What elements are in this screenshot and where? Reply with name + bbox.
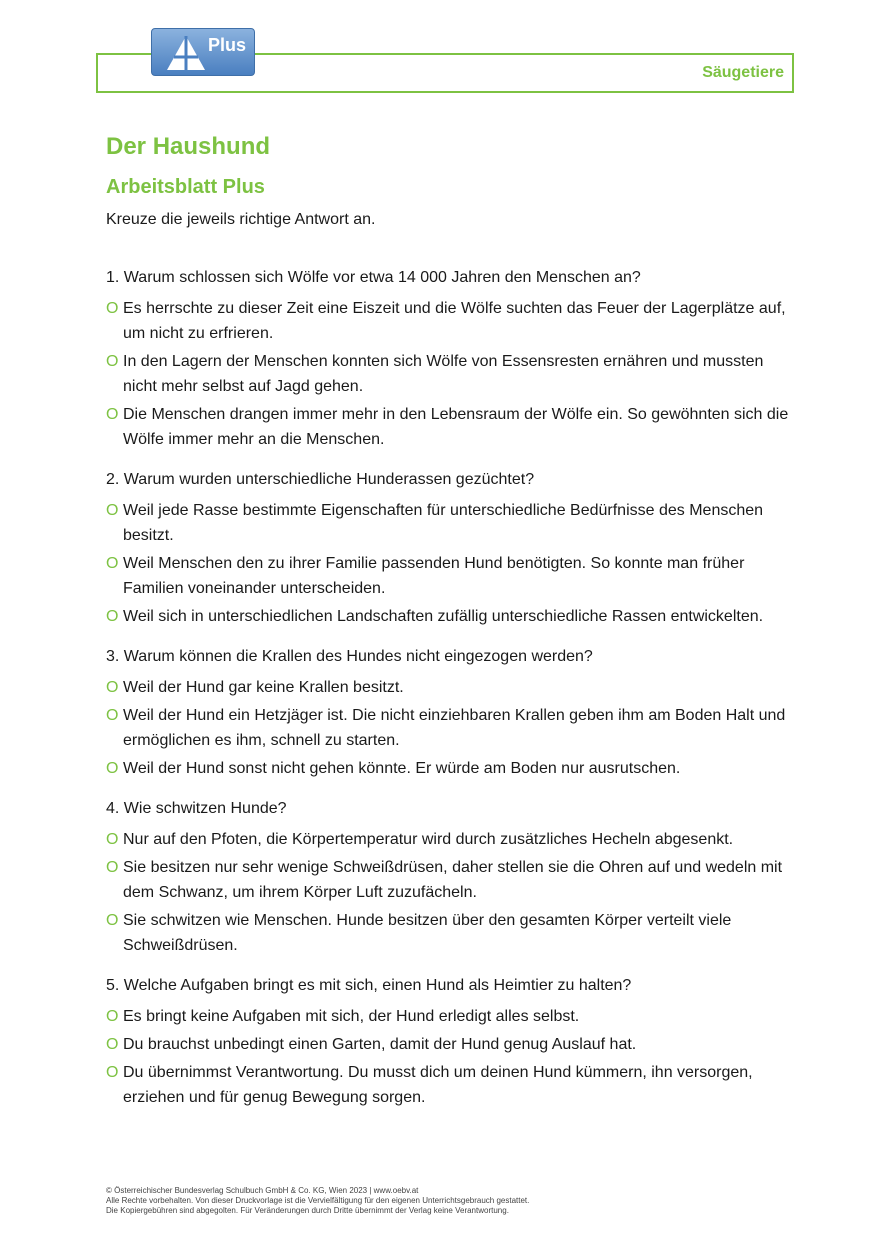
circle-o-icon[interactable]: O: [106, 859, 119, 876]
circle-o-icon[interactable]: O: [106, 1064, 119, 1081]
question-1: [106, 266, 796, 452]
circle-o-icon[interactable]: O: [106, 1036, 119, 1053]
answer-text: Weil der Hund gar keine Krallen besitzt.: [123, 679, 404, 696]
answer-text: Weil Menschen den zu ihrer Familie passenden Hund benötigten. So konnte man früher Familien voneinander unterscheiden.: [123, 555, 745, 597]
circle-o-icon[interactable]: O: [106, 300, 119, 317]
question-2: [106, 468, 796, 629]
answer-text: Du brauchst unbedingt einen Garten, damit der Hund genug Auslauf hat.: [123, 1036, 637, 1053]
page-subtitle: Arbeitsblatt Plus: [106, 176, 265, 198]
logo-text: Plus: [208, 35, 247, 55]
circle-o-icon[interactable]: O: [106, 760, 119, 777]
answer-option[interactable]: [106, 1004, 796, 1029]
answer-option[interactable]: [106, 296, 796, 346]
footer-line: © Österreichischer Bundesverlag Schulbuch GmbH & Co. KG, Wien 2023 | www.oebv.at: [106, 1186, 419, 1195]
answer-option[interactable]: [106, 498, 796, 548]
section-label: Säugetiere: [702, 64, 784, 81]
answer-option[interactable]: [106, 402, 796, 452]
answer-option[interactable]: [106, 551, 796, 601]
question-text: 4. Wie schwitzen Hunde?: [106, 800, 287, 817]
answer-option[interactable]: [106, 675, 796, 700]
triangle-logo-icon: [166, 35, 206, 71]
circle-o-icon[interactable]: O: [106, 502, 119, 519]
question-text: 3. Warum können die Krallen des Hundes nicht eingezogen werden?: [106, 648, 593, 665]
answer-text: Sie schwitzen wie Menschen. Hunde besitzen über den gesamten Körper verteilt viele Schweißdrüsen.: [123, 912, 732, 954]
instruction-text: Kreuze die jeweils richtige Antwort an.: [106, 211, 376, 228]
circle-o-icon[interactable]: O: [106, 831, 119, 848]
answer-option[interactable]: [106, 908, 796, 958]
answer-text: Nur auf den Pfoten, die Körpertemperatur wird durch zusätzliches Hecheln abgesenkt.: [123, 831, 734, 848]
answer-text: In den Lagern der Menschen konnten sich Wölfe von Essensresten ernähren und mussten nicht mehr selbst auf Jagd gehen.: [123, 353, 764, 395]
answer-option[interactable]: [106, 703, 796, 753]
question-3: [106, 645, 796, 781]
answer-option[interactable]: [106, 827, 796, 852]
circle-o-icon[interactable]: O: [106, 406, 119, 423]
question-text: 1. Warum schlossen sich Wölfe vor etwa 14 000 Jahren den Menschen an?: [106, 269, 641, 286]
plus-logo: [151, 28, 255, 76]
question-text: 2. Warum wurden unterschiedliche Hunderassen gezüchtet?: [106, 471, 535, 488]
question-list: [106, 266, 796, 1126]
answer-text: Weil jede Rasse bestimmte Eigenschaften für unterschiedliche Bedürfnisse des Menschen besitzt.: [123, 502, 764, 544]
circle-o-icon[interactable]: O: [106, 707, 119, 724]
answer-text: Weil der Hund ein Hetzjäger ist. Die nicht einziehbaren Krallen geben ihm am Boden Halt und ermöglichen es ihm, schnell zu starten.: [123, 707, 786, 749]
circle-o-icon[interactable]: O: [106, 679, 119, 696]
answer-option[interactable]: [106, 604, 796, 629]
question-text: 5. Welche Aufgaben bringt es mit sich, einen Hund als Heimtier zu halten?: [106, 977, 632, 994]
answer-option[interactable]: [106, 756, 796, 781]
footer-line: Die Kopiergebühren sind abgegolten. Für Veränderungen durch Dritte übernimmt der Verlag keine Verantwortung.: [106, 1206, 509, 1215]
answer-text: Sie besitzen nur sehr wenige Schweißdrüsen, daher stellen sie die Ohren auf und wedeln mit dem Schwanz, um ihrem Körper Luft zuzufächeln.: [123, 859, 783, 901]
answer-option[interactable]: [106, 1060, 796, 1110]
answer-option[interactable]: [106, 349, 796, 399]
answer-text: Es herrschte zu dieser Zeit eine Eiszeit und die Wölfe suchten das Feuer der Lagerplätze auf, um nicht zu erfrieren.: [123, 300, 786, 342]
answer-text: Die Menschen drangen immer mehr in den Lebensraum der Wölfe ein. So gewöhnten sich die Wölfe immer mehr an die Menschen.: [123, 406, 789, 448]
answer-text: Weil der Hund sonst nicht gehen könnte. Er würde am Boden nur ausrutschen.: [123, 760, 681, 777]
circle-o-icon[interactable]: O: [106, 912, 119, 929]
answer-option[interactable]: [106, 1032, 796, 1057]
answer-option[interactable]: [106, 855, 796, 905]
circle-o-icon[interactable]: O: [106, 1008, 119, 1025]
circle-o-icon[interactable]: O: [106, 555, 119, 572]
question-5: [106, 974, 796, 1110]
answer-text: Weil sich in unterschiedlichen Landschaften zufällig unterschiedliche Rassen entwickelten.: [123, 608, 764, 625]
question-4: [106, 797, 796, 958]
answer-text: Du übernimmst Verantwortung. Du musst dich um deinen Hund kümmern, ihn versorgen, erziehen und für genug Bewegung sorgen.: [123, 1064, 753, 1106]
circle-o-icon[interactable]: O: [106, 608, 119, 625]
page-title: Der Haushund: [106, 133, 271, 160]
answer-text: Es bringt keine Aufgaben mit sich, der Hund erledigt alles selbst.: [123, 1008, 580, 1025]
footer-line: Alle Rechte vorbehalten. Von dieser Druckvorlage ist die Vervielfältigung für den eigenen Unterrichtsgebrauch gestattet.: [106, 1196, 530, 1205]
footer-copyright: [106, 1186, 529, 1216]
circle-o-icon[interactable]: O: [106, 353, 119, 370]
